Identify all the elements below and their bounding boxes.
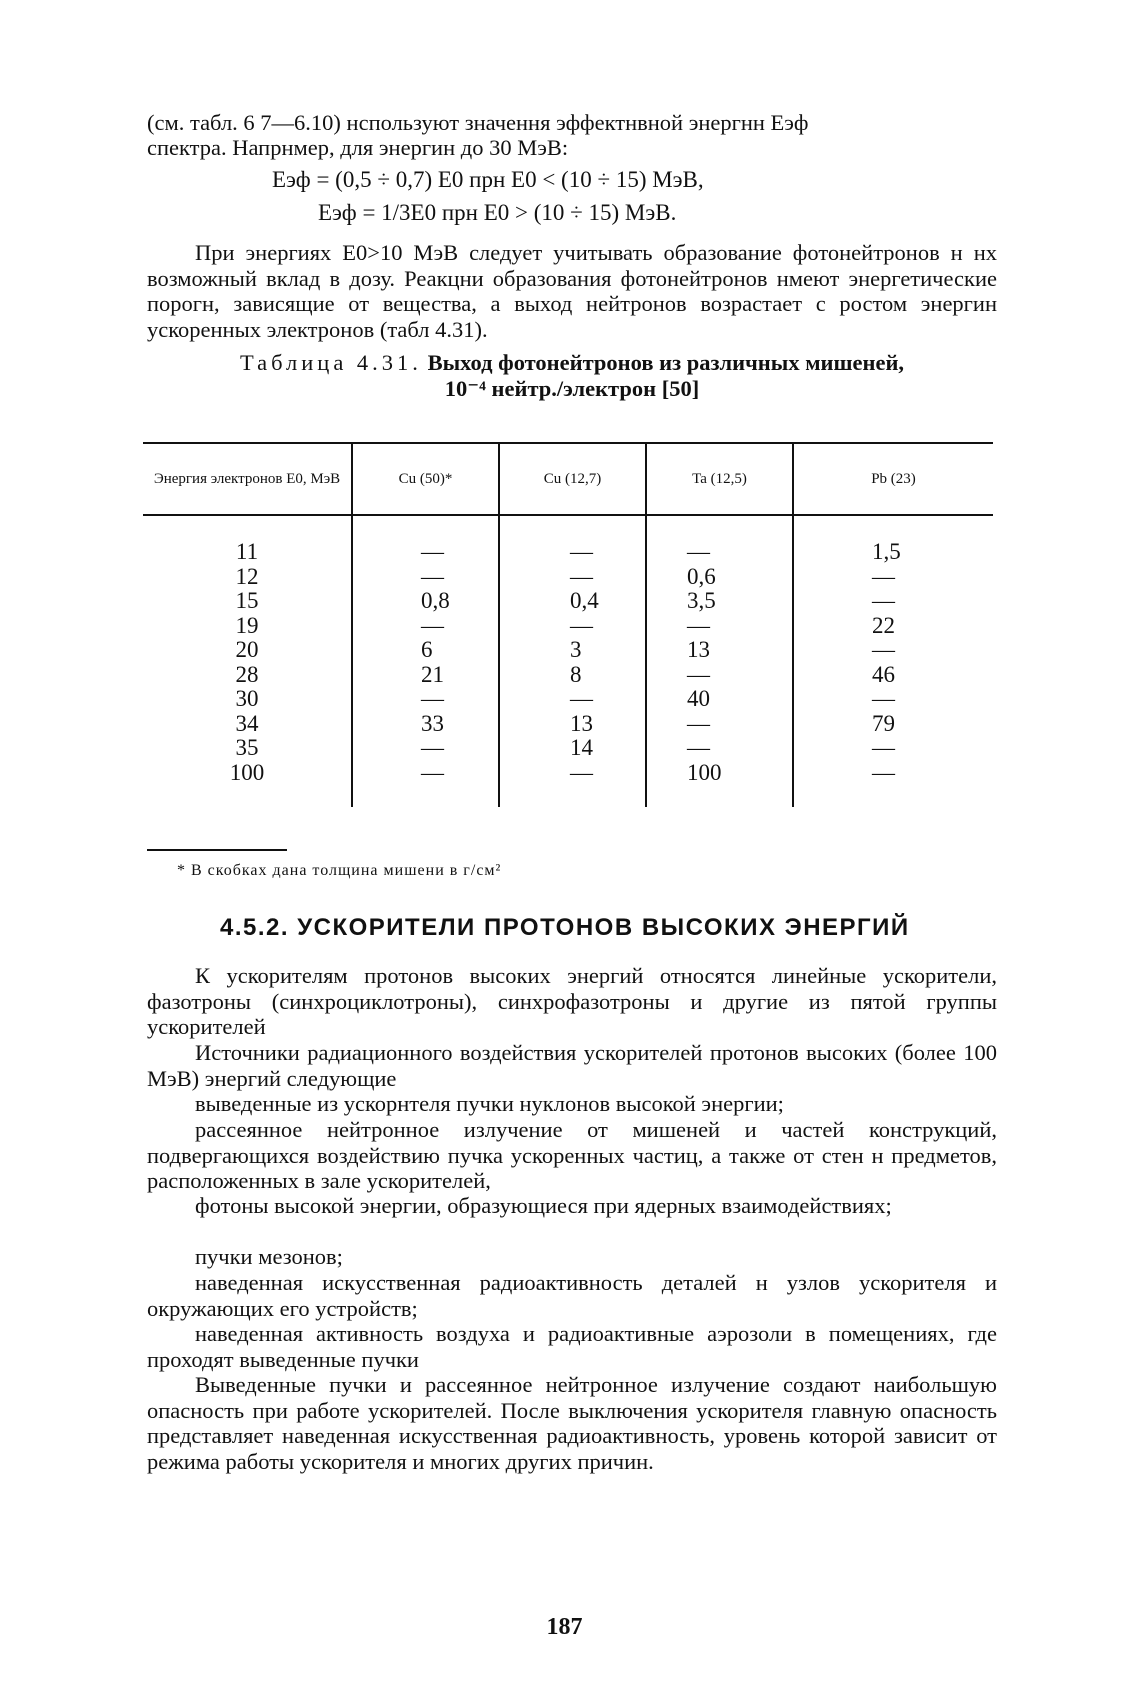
- table-caption-unit: 10⁻⁴ нейтр./электрон [50]: [444, 376, 700, 401]
- table-caption-label: Таблица 4.31.: [239, 350, 422, 375]
- photoneutron-yield-table: [143, 442, 993, 807]
- body-paragraph-5: фотоны высокой энергии, образующиеся при ядерных взаимодействиях;: [195, 1193, 892, 1218]
- header-cu-12-7: Cu (12,7): [499, 443, 646, 515]
- intro-line-1: (см. табл. 6 7—6.10) нспользуют значення эффектнвной энергнн Eэф: [147, 110, 809, 135]
- header-energy: Энергия электронов E0, МэВ: [143, 443, 352, 515]
- column-pb-23: 1,5 — — 22 — 46 — 79 — —: [793, 515, 993, 807]
- header-ta-12-5: Ta (12,5): [646, 443, 793, 515]
- body-paragraph-7: наведенная искусственная радиоактивность деталей н узлов ускорителя и окружающих его устройств;: [147, 1270, 997, 1321]
- column-cu-50: — — 0,8 — 6 21 — 33 — —: [352, 515, 499, 807]
- section-heading: 4.5.2. УСКОРИТЕЛИ ПРОТОНОВ ВЫСОКИХ ЭНЕРГИЙ: [220, 914, 910, 941]
- body-paragraph-2: Источники радиационного воздействия ускорителей протонов высоких (более 100 МэВ) энергий следующие: [147, 1040, 997, 1091]
- body-paragraph-6: пучки мезонов;: [195, 1244, 343, 1269]
- body-paragraph-8: наведенная активность воздуха и радиоактивные аэрозоли в помещениях, где проходят выведенные пучки: [147, 1321, 997, 1372]
- body-paragraph-1: К ускорителям протонов высоких энергий относятся линейные ускорители, фазотроны (синхроциклотроны), синхрофазотроны и другие из пятой группы ускорителей: [147, 963, 997, 1039]
- formula-2: Eэф = 1/3E0 прн E0 > (10 ÷ 15) МэВ.: [318, 200, 677, 225]
- intro-line-2: спектра. Напрнмер, для энергин до 30 МэВ:: [147, 135, 569, 160]
- table-body-row: [143, 515, 993, 807]
- header-pb-23: Pb (23): [793, 443, 993, 515]
- paragraph-photoneutrons: При энергиях E0>10 МэВ следует учитывать образование фотонейтронов н нх возможный вклад в дозу. Реакцни образования фотонейтронов нмеют энергетические порогн, зависящие от вещества, а выход нейтронов возрастает с ростом энергин ускоренных электронов (табл 4.31).: [147, 240, 997, 342]
- body-paragraph-3: выведенные из ускорнтеля пучки нуклонов высокой энергии;: [195, 1091, 784, 1116]
- table-caption-title: Выход фотонейтронов из различных мишеней,: [427, 350, 905, 375]
- formula-1: Eэф = (0,5 ÷ 0,7) E0 прн E0 < (10 ÷ 15) МэВ,: [272, 167, 704, 192]
- table-footnote: * В скобках дана толщина мишени в г/см²: [177, 862, 502, 879]
- column-energy: 11 12 15 19 20 28 30 34 35 100: [229, 539, 265, 785]
- column-cu-12-7: — — 0,4 — 3 8 — 13 14 —: [499, 515, 646, 807]
- footnote-rule: [147, 849, 287, 851]
- header-cu-50: Cu (50)*: [352, 443, 499, 515]
- table-header-row: [143, 443, 993, 515]
- body-paragraph-9: Выведенные пучки и рассеянное нейтронное излучение создают наибольшую опасность при работе ускорителей. После выключения ускорителя главную опасность представляет наведенная искусственная радиоактивность, уровень которой зависит от режима работы ускорителя и многих других причин.: [147, 1372, 997, 1474]
- body-paragraph-4: рассеянное нейтронное излучение от мишеней и частей конструкций, подвергающихся воздействию пучка ускоренных частиц, а также от стен н предметов, расположенных в зале ускорителей,: [147, 1117, 997, 1193]
- page-number: 187: [546, 1614, 583, 1640]
- table-caption: [147, 350, 997, 402]
- column-ta-12-5: — 0,6 3,5 — 13 — 40 — — 100: [646, 515, 793, 807]
